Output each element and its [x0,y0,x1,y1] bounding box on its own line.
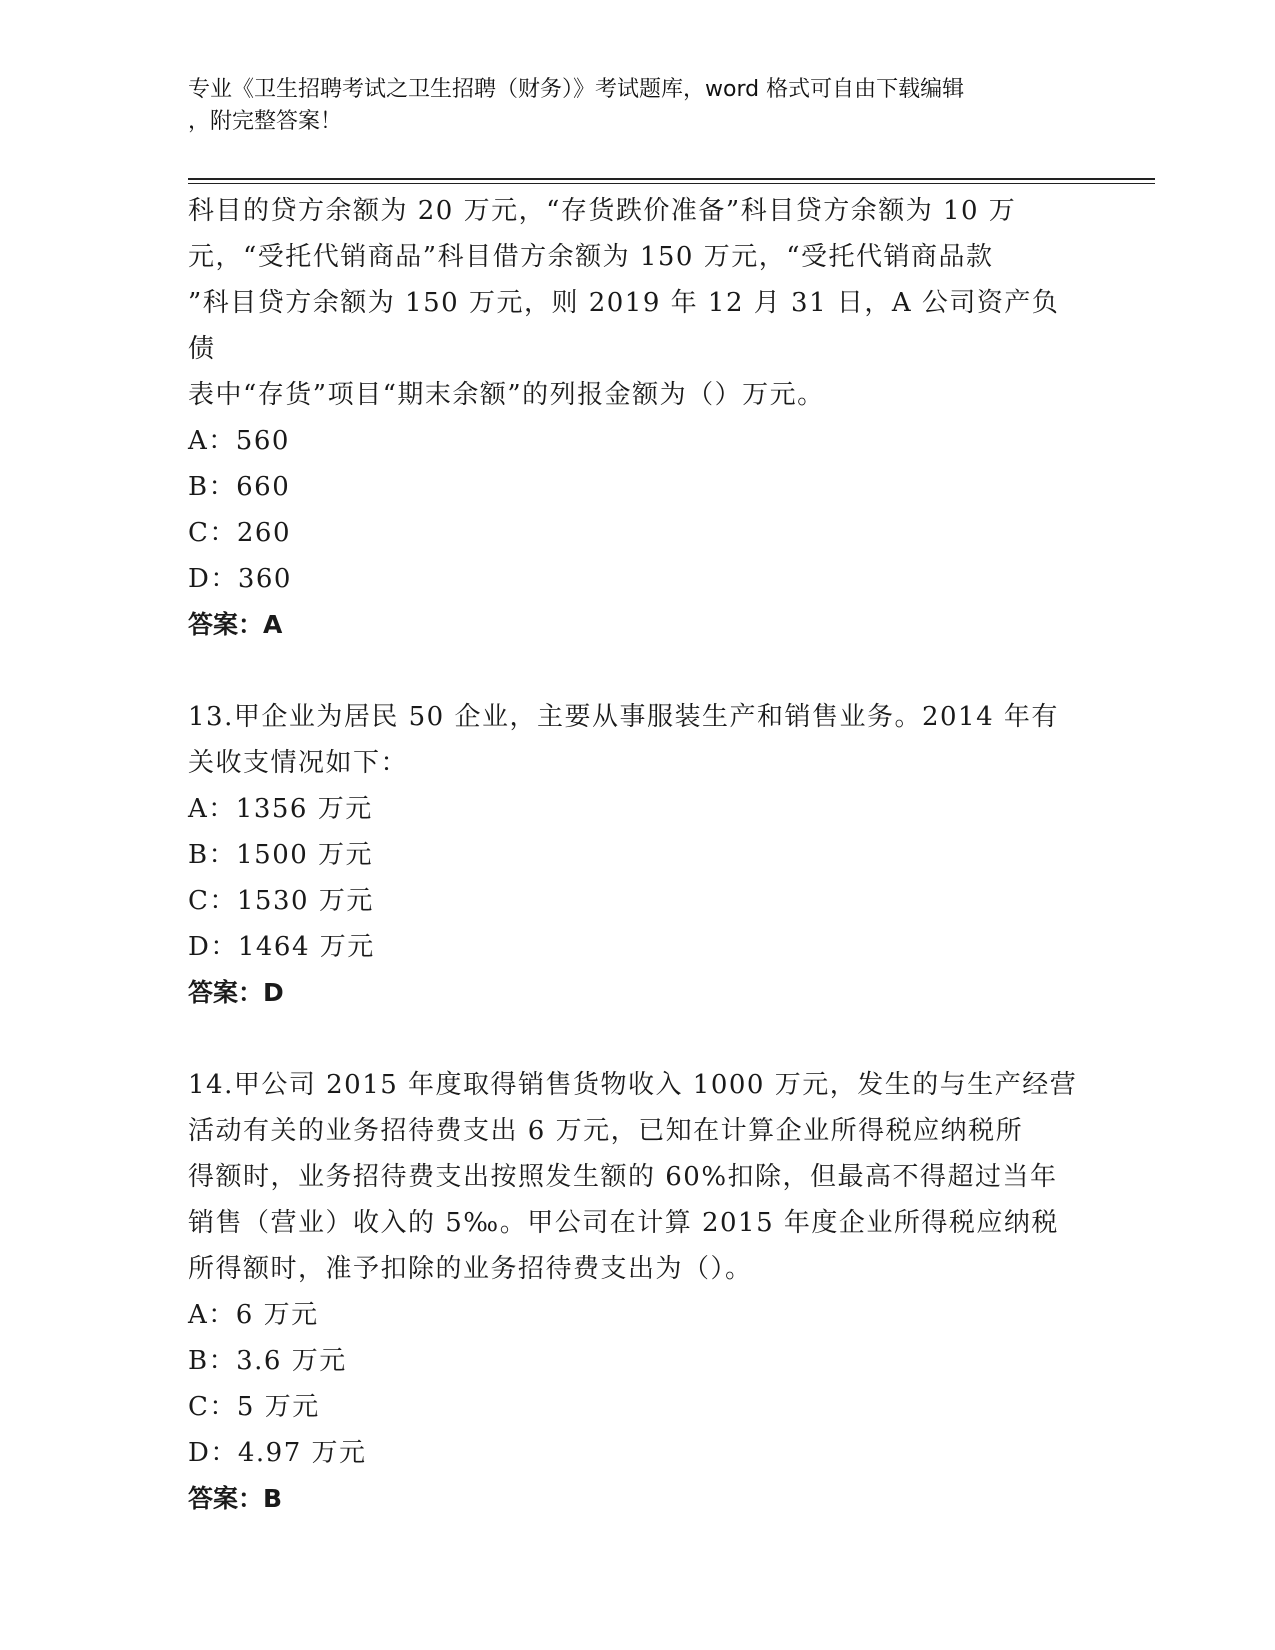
question-text-line: 表中“存货”项目“期末余额”的列报金额为（）万元。 [188,380,825,410]
option-b: B：3.6 万元 [188,1346,347,1376]
header-rule-thin [188,183,1155,184]
answer-label: 答案：D [188,978,284,1007]
question-14 [188,1062,1078,1522]
question-text-line: 得额时，业务招待费支出按照发生额的 60%扣除，但最高不得超过当年 [188,1162,1058,1192]
question-12-continued [188,188,1078,648]
option-b: B：1500 万元 [188,840,374,870]
option-a: A：560 [188,426,290,456]
option-c: C：260 [188,518,292,548]
answer-label: 答案：A [188,610,283,639]
question-text-line: 13.甲企业为居民 50 企业，主要从事服装生产和销售业务。2014 年有 [188,702,1059,732]
header-line-1: 专业《卫生招聘考试之卫生招聘（财务）》考试题库，word 格式可自由下载编辑 [188,77,965,102]
option-d: D：4.97 万元 [188,1438,367,1468]
question-text-line: ”科目贷方余额为 150 万元，则 2019 年 12 月 31 日，A 公司资产负债 [188,288,1060,364]
question-text-line: 14.甲公司 2015 年度取得销售货物收入 1000 万元，发生的与生产经营 [188,1070,1078,1100]
document-header [188,74,1088,138]
header-line-2: ，附完整答案！ [188,109,343,134]
question-13 [188,694,1078,1016]
spacer [188,648,1078,694]
question-text-line: 所得额时，准予扣除的业务招待费支出为（）。 [188,1254,753,1284]
question-list [188,188,1078,1522]
question-text-line: 科目的贷方余额为 20 万元，“存货跌价准备”科目贷方余额为 10 万 [188,196,1017,226]
question-text-line: 元，“受托代销商品”科目借方余额为 150 万元，“受托代销商品款 [188,242,994,272]
header-rule-thick [188,178,1155,180]
question-text-line: 活动有关的业务招待费支出 6 万元，已知在计算企业所得税应纳税所 [188,1116,1024,1146]
answer-label: 答案：B [188,1484,283,1513]
option-d: D：1464 万元 [188,932,375,962]
question-text-line: 关收支情况如下： [188,748,409,778]
option-d: D：360 [188,564,292,594]
option-a: A：6 万元 [188,1300,319,1330]
option-b: B：660 [188,472,291,502]
option-a: A：1356 万元 [188,794,373,824]
option-c: C：1530 万元 [188,886,374,916]
question-text-line: 销售（营业）收入的 5‰。甲公司在计算 2015 年度企业所得税应纳税 [188,1208,1059,1238]
option-c: C：5 万元 [188,1392,320,1422]
spacer [188,1016,1078,1062]
